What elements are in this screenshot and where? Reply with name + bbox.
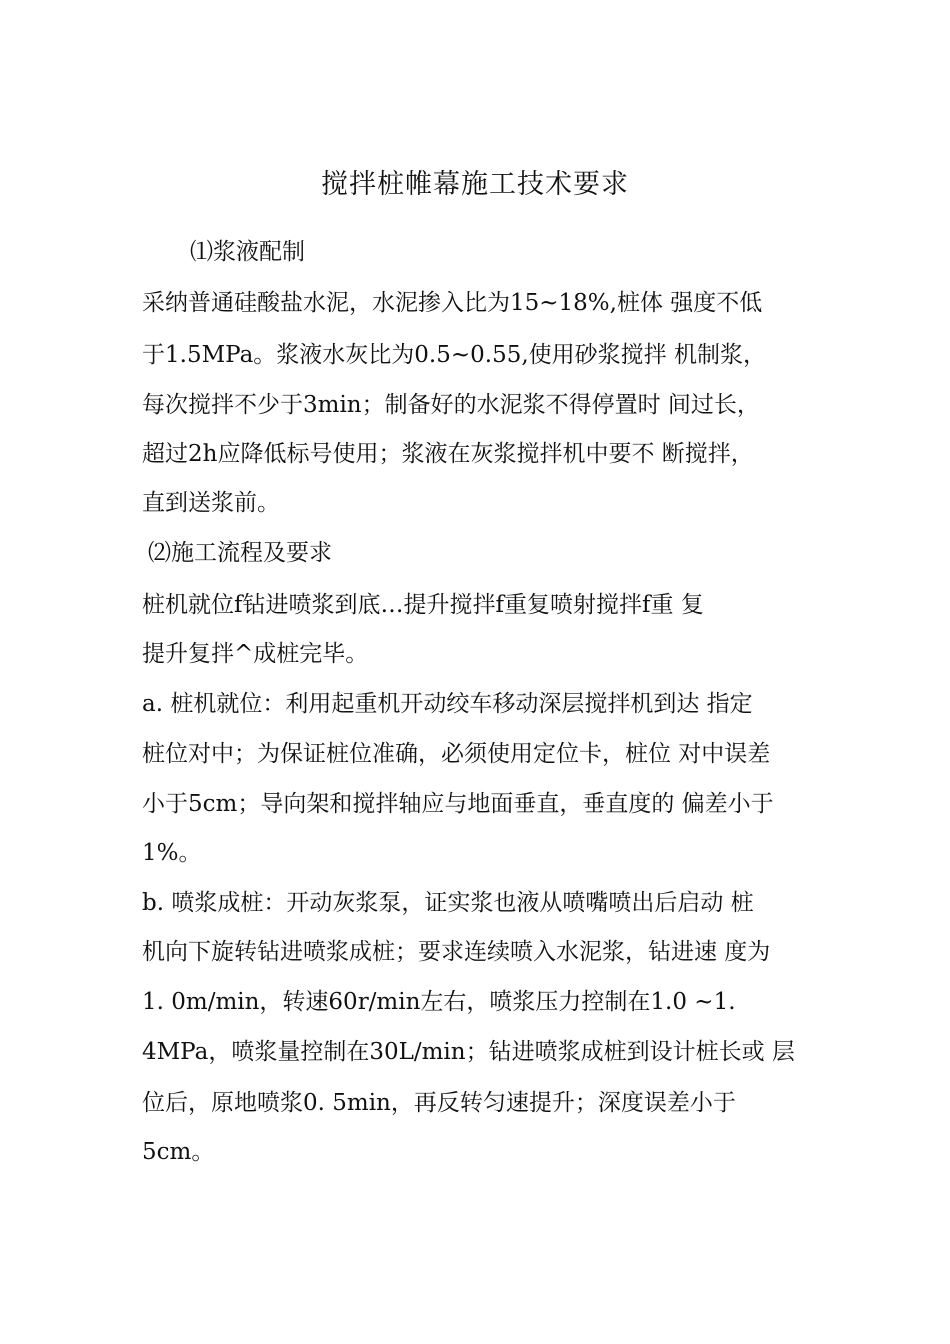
paragraph-line: 超过2h应降低标号使用；浆液在灰浆搅拌机中要不 断搅拌， — [142, 441, 754, 467]
paragraph-line: 1. 0m/min，转速60r/min左右，喷浆压力控制在1.0 ~1. — [142, 989, 736, 1015]
paragraph-line: 桩机就位f钻进喷浆到底…提升搅拌f重复喷射搅拌f重 复 — [142, 592, 704, 618]
paragraph-line: 机向下旋转钻进喷浆成桩；要求连续喷入水泥浆，钻进速 度为 — [142, 939, 771, 965]
paragraph-line: 位后，原地喷浆0. 5min，再反转匀速提升；深度误差小于 — [142, 1090, 736, 1116]
paragraph-line: b. 喷浆成桩：开动灰浆泵，证实浆也液从喷嘴喷出后启动 桩 — [142, 890, 754, 916]
paragraph-line: a. 桩机就位：利用起重机开动绞车移动深层搅拌机到达 指定 — [142, 691, 753, 717]
paragraph-line: 4MPa，喷浆量控制在30L/min；钻进喷浆成桩到设计桩长或 层 — [142, 1039, 795, 1065]
paragraph-line: 直到送浆前。 — [142, 490, 280, 516]
document-title: 搅拌桩帷幕施工技术要求 — [321, 169, 629, 200]
paragraph-line: 每次搅拌不少于3min；制备好的水泥浆不得停置时 间过长， — [142, 392, 760, 418]
section-heading-2: ⑵施工流程及要求 — [148, 540, 332, 566]
paragraph-line: 5cm。 — [142, 1139, 215, 1165]
paragraph-line: 小于5cm；导向架和搅拌轴应与地面垂直，垂直度的 偏差小于 — [142, 791, 774, 817]
paragraph-line: 1%。 — [142, 840, 202, 866]
paragraph-line: 提升复拌^成桩完毕。 — [142, 641, 369, 667]
section-heading-1: ⑴浆液配制 — [190, 239, 305, 265]
paragraph-line: 桩位对中；为保证桩位准确，必须使用定位卡，桩位 对中误差 — [142, 741, 771, 767]
paragraph-line: 于1.5MPa。浆液水灰比为0.5~0.55,使用砂浆搅拌 机制浆， — [142, 342, 766, 368]
paragraph-line: 采纳普通硅酸盐水泥，水泥掺入比为15~18%,桩体 强度不低 — [142, 290, 763, 316]
